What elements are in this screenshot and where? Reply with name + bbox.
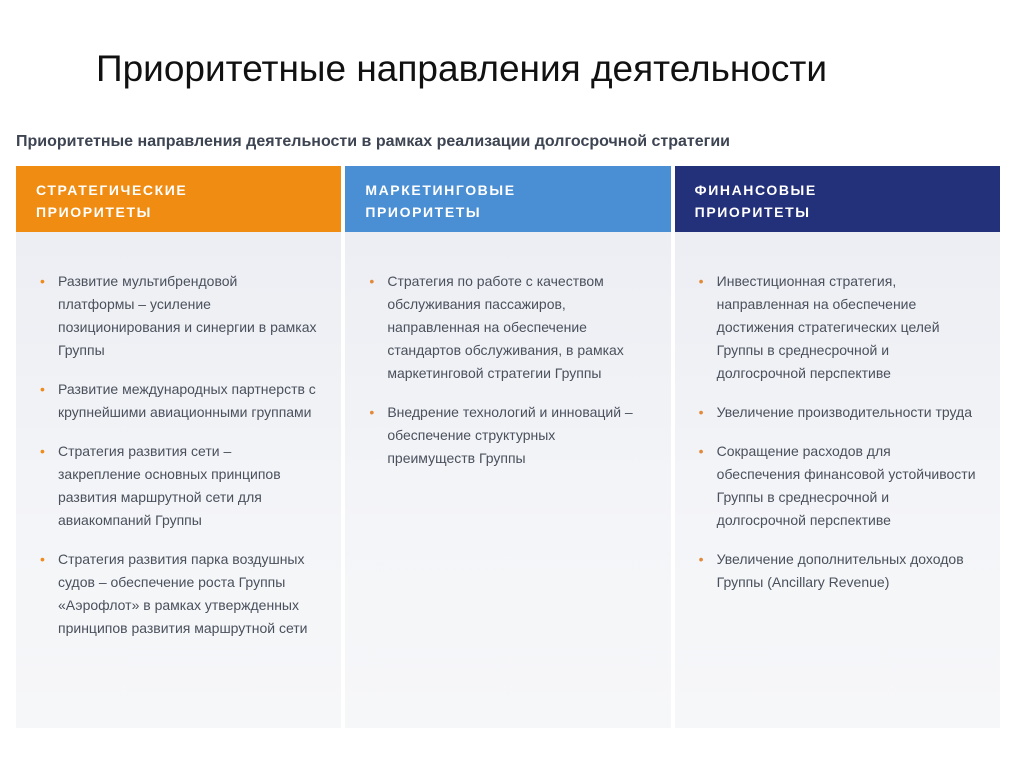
slide-title: Приоритетные направления деятельности xyxy=(96,48,828,89)
column-marketing xyxy=(345,166,670,728)
column-body-financial xyxy=(675,232,1000,728)
list-item: • Инвестиционная стратегия, направленная на обеспечение достижения стратегических целей Группы в среднесрочной и долгосрочной перспективе xyxy=(697,270,976,385)
list-item: • Внедрение технологий и инноваций – обеспечение структурных преимуществ Группы xyxy=(367,401,646,470)
list-item: • Увеличение дополнительных доходов Группы (Ancillary Revenue) xyxy=(697,548,976,594)
list-item: • Развитие международных партнерств с крупнейшими авиационными группами xyxy=(38,378,317,424)
table-subtitle: Приоритетные направления деятельности в рамках реализации долгосрочной стратегии xyxy=(16,133,730,150)
column-body-marketing xyxy=(345,232,670,728)
list-item: • Стратегия развития сети – закрепление основных принципов развития маршрутной сети для авиакомпаний Группы xyxy=(38,440,317,532)
column-financial xyxy=(675,166,1000,728)
column-header-financial: ФИНАНСОВЫЕ ПРИОРИТЕТЫ xyxy=(675,166,1000,232)
column-strategic xyxy=(16,166,341,728)
list-item: • Развитие мультибрендовой платформы – усиление позиционирования и синергии в рамках Группы xyxy=(38,270,317,362)
list-item: • Стратегия развития парка воздушных судов – обеспечение роста Группы «Аэрофлот» в рамках утвержденных принципов развития маршрутной сети xyxy=(38,548,317,640)
priorities-table xyxy=(16,166,1000,728)
list-item: • Увеличение производительности труда xyxy=(697,401,976,424)
list-item: • Стратегия по работе с качеством обслуживания пассажиров, направленная на обеспечение стандартов обслуживания, в рамках маркетинговой стратегии Группы xyxy=(367,270,646,385)
column-header-strategic: СТРАТЕГИЧЕСКИЕ ПРИОРИТЕТЫ xyxy=(16,166,341,232)
column-body-strategic xyxy=(16,232,341,728)
list-item: • Сокращение расходов для обеспечения финансовой устойчивости Группы в среднесрочной и долгосрочной перспективе xyxy=(697,440,976,532)
column-header-marketing: МАРКЕТИНГОВЫЕ ПРИОРИТЕТЫ xyxy=(345,166,670,232)
